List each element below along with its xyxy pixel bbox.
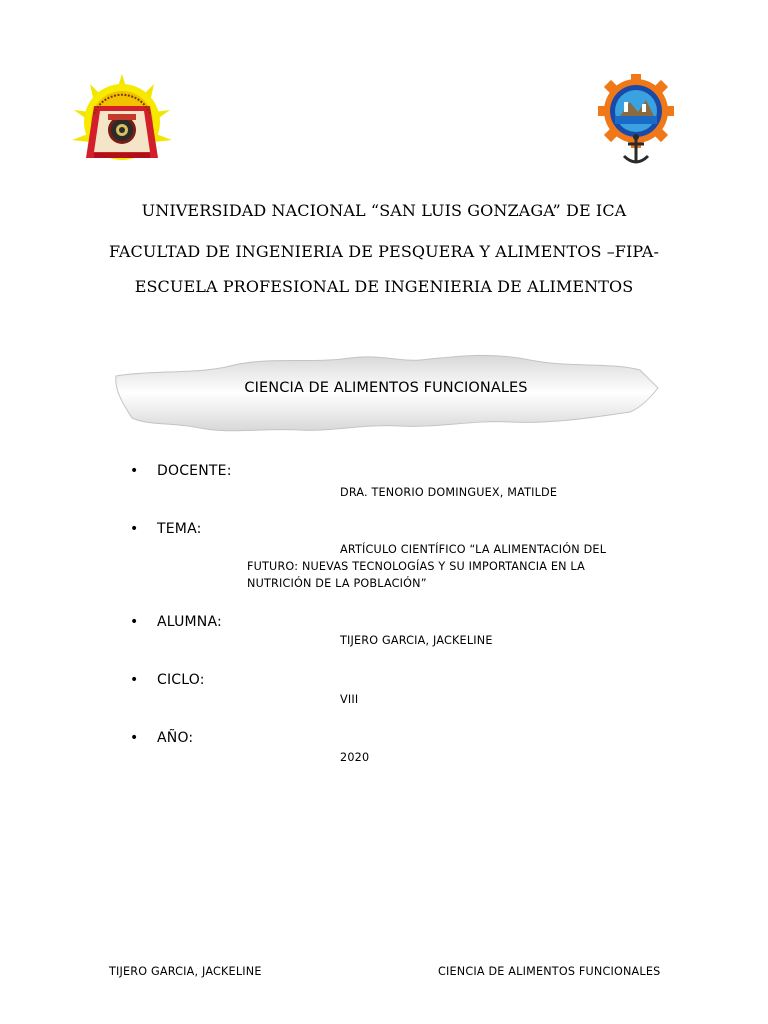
field-label-docente: DOCENTE: xyxy=(157,463,232,479)
tema-line-3: NUTRICIÓN DE LA POBLACIÓN” xyxy=(247,577,427,590)
field-value-anio: 2020 xyxy=(340,751,370,764)
field-value-alumna: TIJERO GARCIA, JACKELINE xyxy=(340,634,493,647)
field-label-anio: AÑO: xyxy=(157,730,194,746)
field-value-docente: DRA. TENORIO DOMINGUEX, MATILDE xyxy=(340,486,558,499)
bullet-icon: • xyxy=(130,614,139,630)
footer-author: TIJERO GARCIA, JACKELINE xyxy=(109,965,262,978)
university-name: UNIVERSIDAD NACIONAL “SAN LUIS GONZAGA” DE ICA xyxy=(141,201,627,220)
banner-title: CIENCIA DE ALIMENTOS FUNCIONALES xyxy=(244,380,528,396)
field-label-tema: TEMA: xyxy=(157,521,202,537)
bullet-icon: • xyxy=(130,521,139,537)
tema-line-1: ARTÍCULO CIENTÍFICO “LA ALIMENTACIÓN DEL xyxy=(340,543,607,556)
tema-line-2: FUTURO: NUEVAS TECNOLOGÍAS Y SU IMPORTANCIA EN LA xyxy=(247,560,585,573)
field-value-tema xyxy=(247,541,627,592)
bullet-icon: • xyxy=(130,672,139,688)
bullet-icon: • xyxy=(130,730,139,746)
faculty-gear-anchor-icon xyxy=(594,72,678,168)
school-name: ESCUELA PROFESIONAL DE INGENIERIA DE ALIMENTOS xyxy=(134,277,634,296)
field-label-alumna: ALUMNA: xyxy=(157,614,222,630)
university-seal-icon xyxy=(72,74,172,166)
faculty-name: FACULTAD DE INGENIERIA DE PESQUERA Y ALIMENTOS –FIPA- xyxy=(109,242,659,261)
field-value-ciclo: VIII xyxy=(340,693,359,706)
field-label-ciclo: CICLO: xyxy=(157,672,205,688)
footer-course: CIENCIA DE ALIMENTOS FUNCIONALES xyxy=(438,965,661,978)
bullet-icon: • xyxy=(130,463,139,479)
